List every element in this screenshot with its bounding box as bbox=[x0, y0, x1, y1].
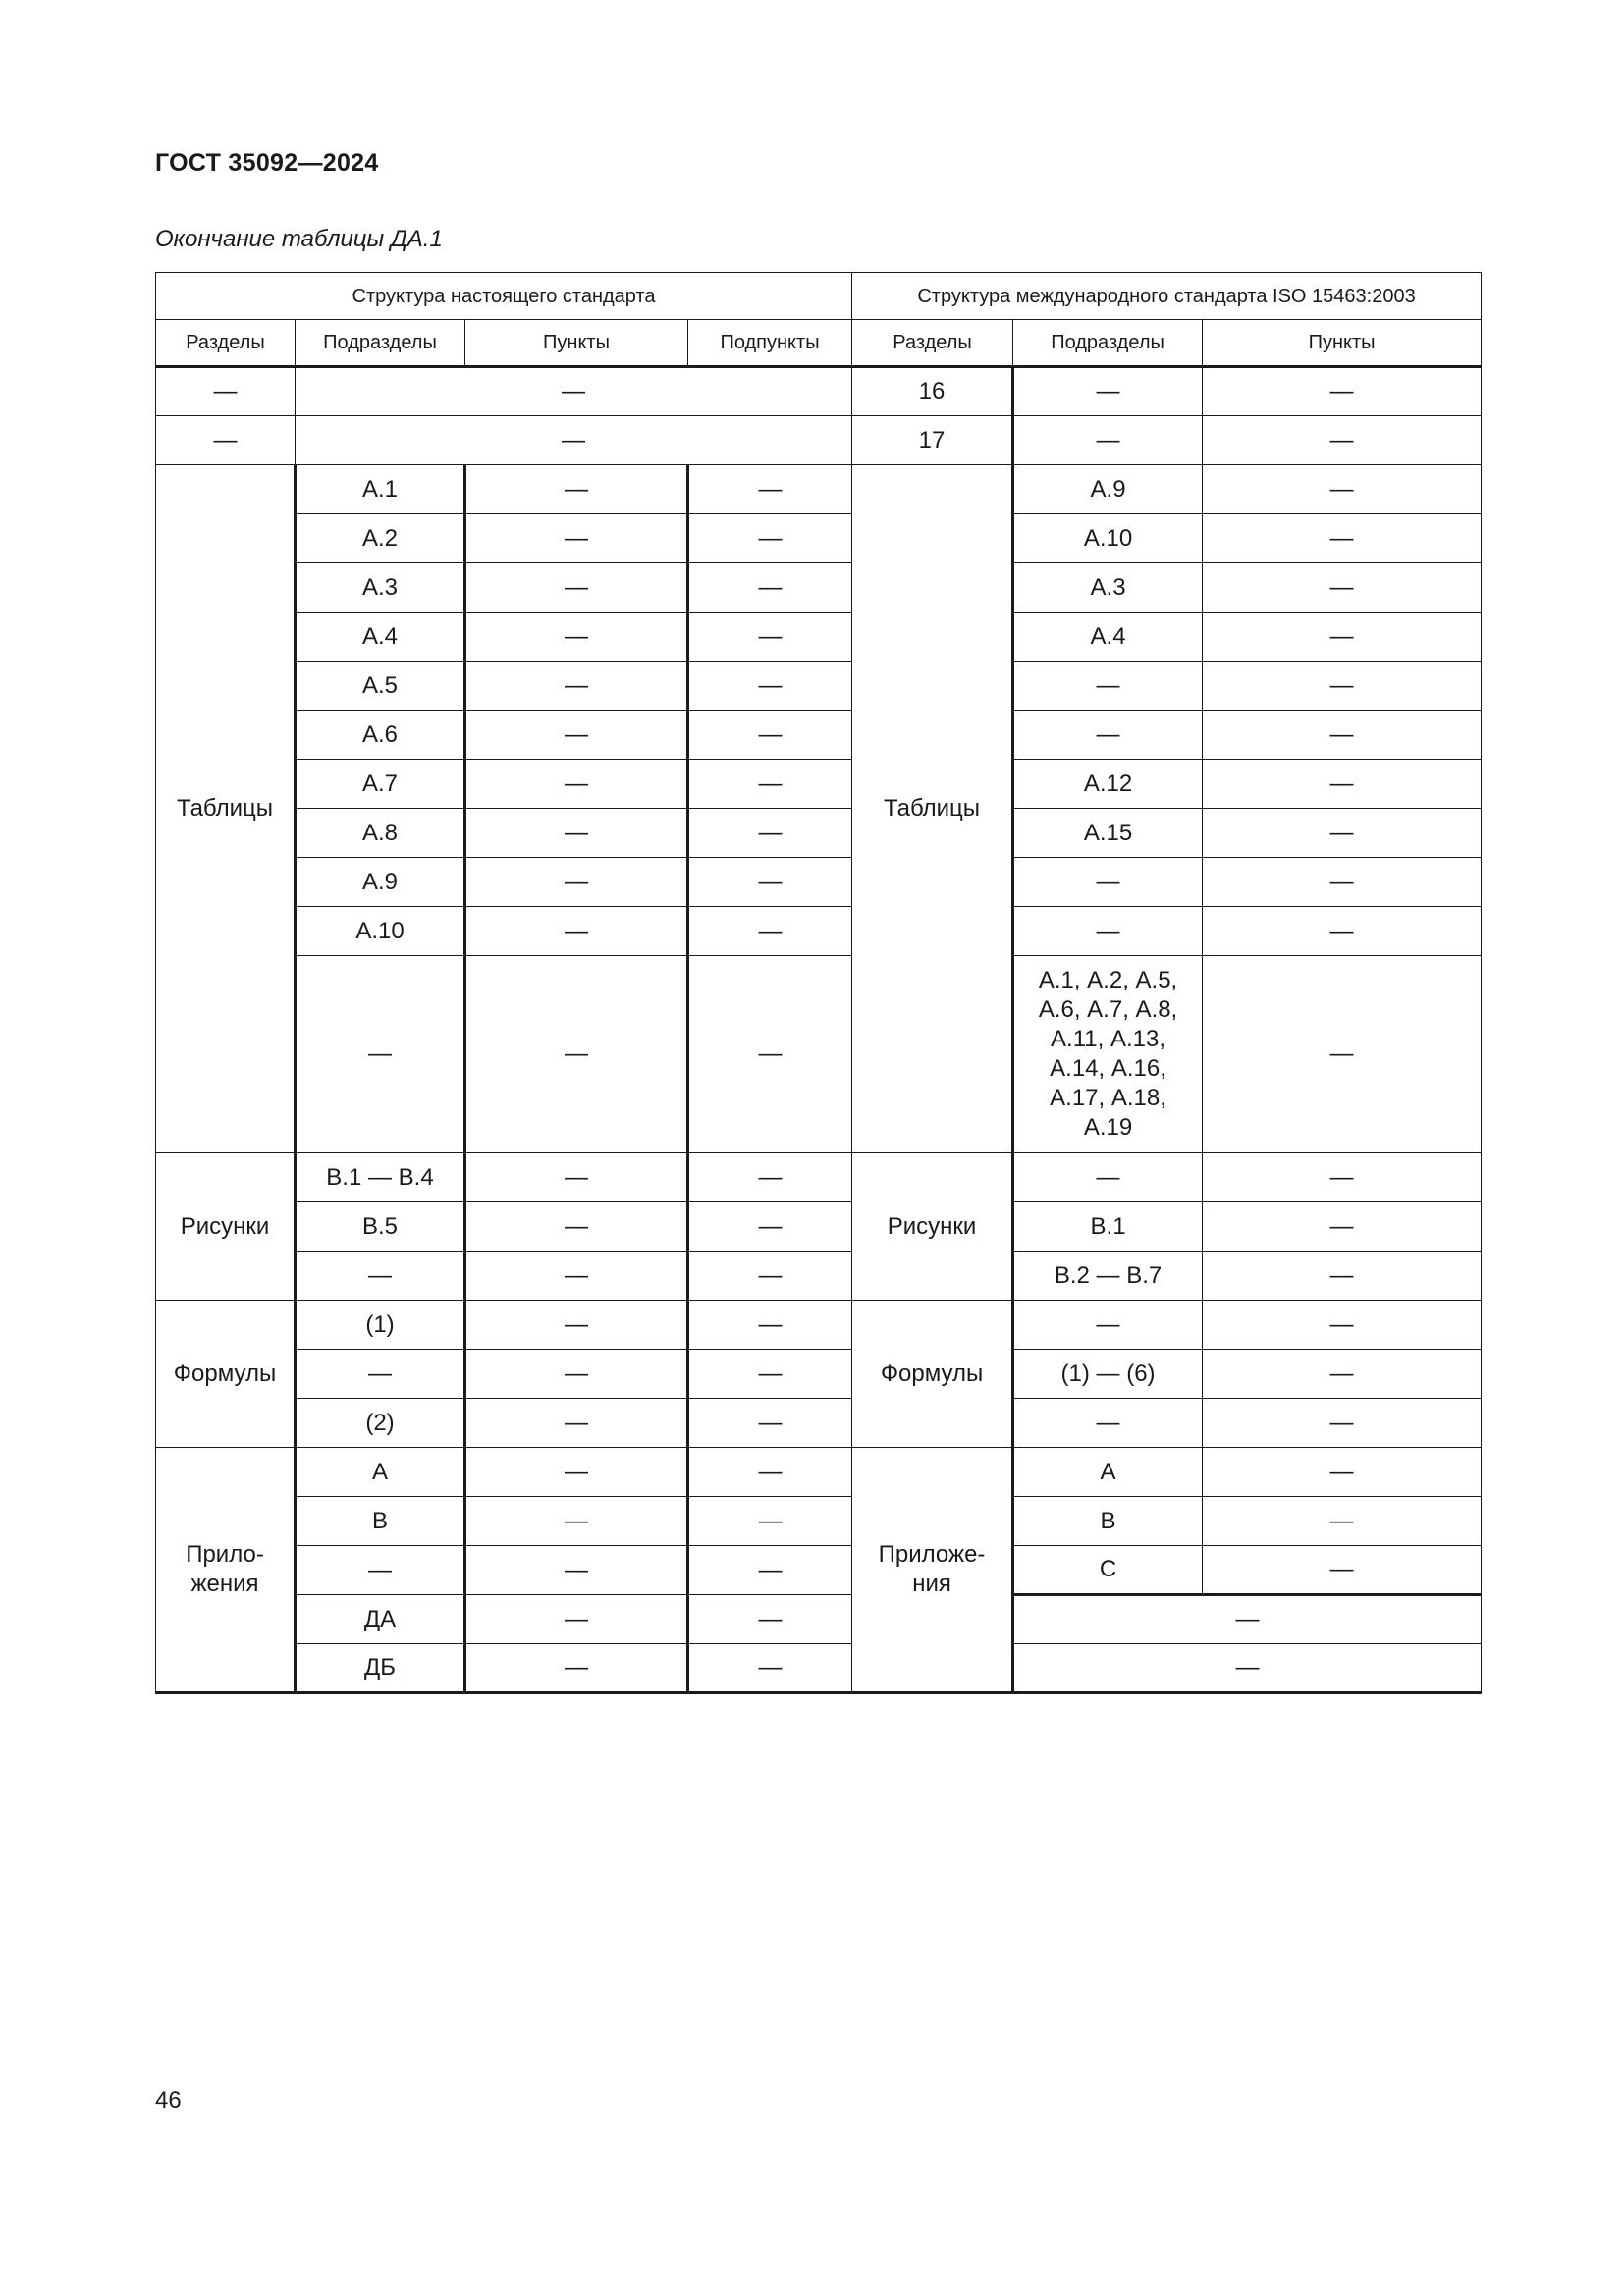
cell: — bbox=[465, 1399, 688, 1448]
cell: — bbox=[1203, 1350, 1482, 1399]
label-line: Приложе- bbox=[878, 1541, 986, 1568]
cell: — bbox=[465, 1448, 688, 1497]
cell: А.5 bbox=[296, 662, 465, 711]
table-row bbox=[156, 1252, 1482, 1301]
cell: — bbox=[296, 1350, 465, 1399]
table-row bbox=[156, 514, 1482, 563]
section-label-figures: Рисунки bbox=[156, 1153, 296, 1301]
cell: — bbox=[465, 1252, 688, 1301]
cell: В.2 — В.7 bbox=[1013, 1252, 1203, 1301]
cell: В.5 bbox=[296, 1202, 465, 1252]
cell: — bbox=[688, 1497, 852, 1546]
cell: — bbox=[688, 907, 852, 956]
cell: — bbox=[688, 514, 852, 563]
cell: — bbox=[1203, 465, 1482, 514]
cell: — bbox=[1203, 1202, 1482, 1252]
cell: — bbox=[1013, 1153, 1203, 1202]
cell: — bbox=[688, 613, 852, 662]
column-header: Разделы bbox=[852, 320, 1013, 367]
cell: А.7 bbox=[296, 760, 465, 809]
cell: А.2 bbox=[296, 514, 465, 563]
cell: А.15 bbox=[1013, 809, 1203, 858]
cell: — bbox=[1203, 956, 1482, 1153]
table-row bbox=[156, 1497, 1482, 1546]
cell: — bbox=[688, 465, 852, 514]
cell: — bbox=[465, 1644, 688, 1693]
list-line: А.11, А.13, bbox=[1051, 1026, 1166, 1052]
table-row bbox=[156, 1595, 1482, 1644]
cell: А.4 bbox=[1013, 613, 1203, 662]
cell: — bbox=[1203, 416, 1482, 465]
table-row bbox=[156, 465, 1482, 514]
table-row bbox=[156, 1644, 1482, 1693]
cell: — bbox=[465, 760, 688, 809]
table-row bbox=[156, 1301, 1482, 1350]
cell: — bbox=[688, 760, 852, 809]
cell: — bbox=[688, 809, 852, 858]
cell: А.3 bbox=[296, 563, 465, 613]
cell: (1) bbox=[296, 1301, 465, 1350]
cell: — bbox=[1013, 1644, 1482, 1693]
cell: А.1 bbox=[296, 465, 465, 514]
cell: — bbox=[296, 367, 852, 416]
cell: — bbox=[465, 956, 688, 1153]
section-label-tables-iso: Таблицы bbox=[852, 465, 1013, 1153]
cell: — bbox=[296, 416, 852, 465]
table-row bbox=[156, 956, 1482, 1153]
cell: — bbox=[688, 711, 852, 760]
cell: — bbox=[688, 1595, 852, 1644]
table-row bbox=[156, 662, 1482, 711]
cell: — bbox=[1203, 1448, 1482, 1497]
cell: — bbox=[465, 613, 688, 662]
cell: ДА bbox=[296, 1595, 465, 1644]
cell: — bbox=[1203, 1546, 1482, 1595]
cell: — bbox=[1203, 858, 1482, 907]
cell: — bbox=[688, 1546, 852, 1595]
group-header-iso-standard: Структура международного стандарта ISO 15463:2003 bbox=[852, 273, 1482, 320]
cell: С bbox=[1013, 1546, 1203, 1595]
column-header: Подразделы bbox=[1013, 320, 1203, 367]
cell: — bbox=[465, 1546, 688, 1595]
cell: В.1 bbox=[1013, 1202, 1203, 1252]
table-row bbox=[156, 367, 1482, 416]
cell: — bbox=[688, 1252, 852, 1301]
table-row bbox=[156, 1448, 1482, 1497]
cell: — bbox=[1203, 711, 1482, 760]
cell: — bbox=[688, 563, 852, 613]
cell: А bbox=[296, 1448, 465, 1497]
cell: (1) — (6) bbox=[1013, 1350, 1203, 1399]
column-header: Подразделы bbox=[296, 320, 465, 367]
cell: — bbox=[465, 809, 688, 858]
cell: — bbox=[296, 956, 465, 1153]
cell: А bbox=[1013, 1448, 1203, 1497]
cell: — bbox=[688, 1202, 852, 1252]
table-row bbox=[156, 416, 1482, 465]
table-row bbox=[156, 907, 1482, 956]
table-row bbox=[156, 711, 1482, 760]
cell: В.1 — В.4 bbox=[296, 1153, 465, 1202]
table-row bbox=[156, 1202, 1482, 1252]
cell: 16 bbox=[852, 367, 1013, 416]
group-header-this-standard: Структура настоящего стандарта bbox=[156, 273, 852, 320]
section-label-formulas-iso: Формулы bbox=[852, 1301, 1013, 1448]
cell: 17 bbox=[852, 416, 1013, 465]
cell: — bbox=[1203, 1153, 1482, 1202]
cell: — bbox=[1203, 760, 1482, 809]
table-row bbox=[156, 1350, 1482, 1399]
section-label-appendices-iso bbox=[852, 1448, 1013, 1693]
cell: — bbox=[1203, 613, 1482, 662]
cell: — bbox=[1013, 907, 1203, 956]
cell: — bbox=[296, 1252, 465, 1301]
cell: — bbox=[465, 514, 688, 563]
cell: — bbox=[465, 1202, 688, 1252]
cell: — bbox=[688, 1448, 852, 1497]
cell: — bbox=[1203, 809, 1482, 858]
table-row bbox=[156, 809, 1482, 858]
section-label-appendices bbox=[156, 1448, 296, 1693]
table-row bbox=[156, 563, 1482, 613]
cell: — bbox=[688, 858, 852, 907]
cell: — bbox=[688, 956, 852, 1153]
section-label-formulas: Формулы bbox=[156, 1301, 296, 1448]
cell: — bbox=[296, 1546, 465, 1595]
column-header: Разделы bbox=[156, 320, 296, 367]
table-row bbox=[156, 760, 1482, 809]
cell: — bbox=[1203, 1399, 1482, 1448]
table-row bbox=[156, 858, 1482, 907]
cell: — bbox=[688, 1301, 852, 1350]
cell: — bbox=[465, 907, 688, 956]
page-number: 46 bbox=[155, 2087, 182, 2113]
cell: — bbox=[1013, 1399, 1203, 1448]
cell: А.9 bbox=[1013, 465, 1203, 514]
cell: А.8 bbox=[296, 809, 465, 858]
cell: — bbox=[1203, 563, 1482, 613]
cell: — bbox=[156, 416, 296, 465]
cell: — bbox=[465, 1350, 688, 1399]
list-line: А.6, А.7, А.8, bbox=[1038, 996, 1178, 1023]
label-line: жения bbox=[190, 1571, 259, 1597]
cell: — bbox=[465, 662, 688, 711]
list-line: А.17, А.18, bbox=[1050, 1085, 1166, 1111]
cell: — bbox=[465, 711, 688, 760]
table-row bbox=[156, 1153, 1482, 1202]
structure-comparison-table bbox=[155, 272, 1482, 1694]
cell: — bbox=[1013, 711, 1203, 760]
cell: — bbox=[1203, 907, 1482, 956]
table-row bbox=[156, 1399, 1482, 1448]
column-header: Пункты bbox=[1203, 320, 1482, 367]
column-header: Пункты bbox=[465, 320, 688, 367]
group-header-row bbox=[156, 273, 1482, 320]
cell: — bbox=[1203, 662, 1482, 711]
list-line: А.19 bbox=[1083, 1114, 1133, 1141]
cell: — bbox=[1013, 367, 1203, 416]
cell: — bbox=[1013, 416, 1203, 465]
cell: — bbox=[1013, 662, 1203, 711]
cell: А.6 bbox=[296, 711, 465, 760]
cell: — bbox=[1013, 858, 1203, 907]
table-row bbox=[156, 613, 1482, 662]
cell: — bbox=[688, 1153, 852, 1202]
cell: — bbox=[1203, 367, 1482, 416]
list-line: А.14, А.16, bbox=[1050, 1055, 1166, 1082]
cell: — bbox=[1013, 1301, 1203, 1350]
cell: — bbox=[1203, 1301, 1482, 1350]
cell: — bbox=[465, 1497, 688, 1546]
cell: — bbox=[1203, 1497, 1482, 1546]
cell: — bbox=[156, 367, 296, 416]
cell: — bbox=[465, 1153, 688, 1202]
cell: — bbox=[688, 1399, 852, 1448]
cell: А.10 bbox=[296, 907, 465, 956]
cell: — bbox=[465, 858, 688, 907]
section-label-figures-iso: Рисунки bbox=[852, 1153, 1013, 1301]
cell: (2) bbox=[296, 1399, 465, 1448]
section-label-tables: Таблицы bbox=[156, 465, 296, 1153]
cell: А.12 bbox=[1013, 760, 1203, 809]
cell: — bbox=[1203, 514, 1482, 563]
label-line: Прило- bbox=[186, 1541, 264, 1568]
cell: — bbox=[1013, 1595, 1482, 1644]
cell: А.3 bbox=[1013, 563, 1203, 613]
cell: — bbox=[1203, 1252, 1482, 1301]
cell: — bbox=[465, 563, 688, 613]
cell: — bbox=[688, 662, 852, 711]
table-caption: Окончание таблицы ДА.1 bbox=[155, 226, 443, 252]
cell: — bbox=[688, 1644, 852, 1693]
cell-list bbox=[1013, 956, 1203, 1153]
cell: — bbox=[465, 1595, 688, 1644]
column-header: Подпункты bbox=[688, 320, 852, 367]
cell: А.9 bbox=[296, 858, 465, 907]
cell: А.10 bbox=[1013, 514, 1203, 563]
cell: — bbox=[688, 1350, 852, 1399]
cell: — bbox=[465, 465, 688, 514]
column-header-row bbox=[156, 320, 1482, 367]
cell: — bbox=[465, 1301, 688, 1350]
cell: В bbox=[296, 1497, 465, 1546]
table-row bbox=[156, 1546, 1482, 1595]
label-line: ния bbox=[912, 1571, 951, 1597]
cell: В bbox=[1013, 1497, 1203, 1546]
cell: ДБ bbox=[296, 1644, 465, 1693]
cell: А.4 bbox=[296, 613, 465, 662]
list-line: А.1, А.2, А.5, bbox=[1038, 967, 1178, 993]
document-id: ГОСТ 35092—2024 bbox=[155, 149, 379, 177]
